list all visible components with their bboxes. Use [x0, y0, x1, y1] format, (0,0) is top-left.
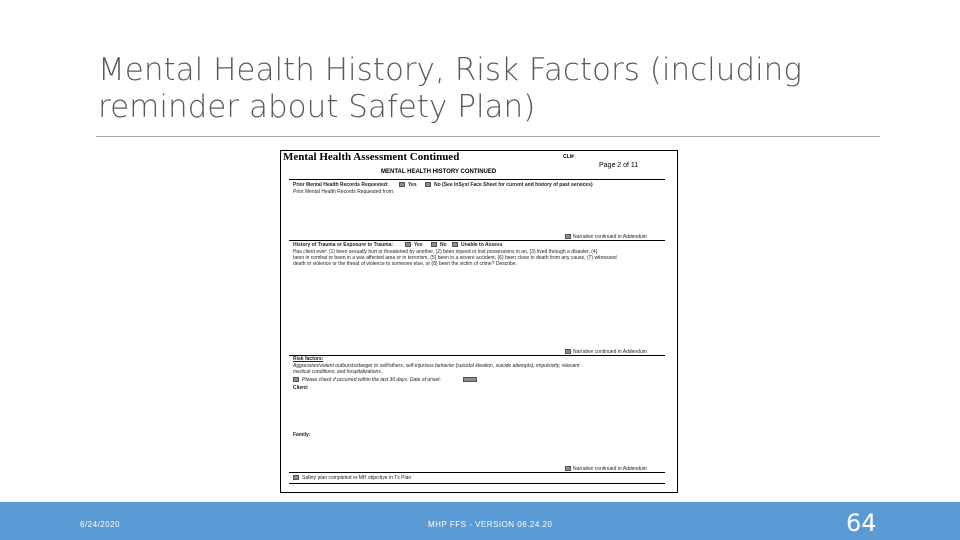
trauma-label: History of Trauma or Exposure to Trauma: [293, 242, 394, 248]
narrative-label-3: Narrative continued in Addendum [573, 466, 647, 472]
risk-30-days-label: Please check if occurred within the last 30 days. Date of onset: [302, 377, 441, 383]
risk-description-line-1: Aggression/violent outbursts/danger to self/others, self-injurious behavior (suicidal ideation, suicide attempts), impulsivity, relevant [293, 363, 580, 369]
date-of-onset-field [463, 377, 477, 382]
prior-records-yes-checkbox [399, 182, 405, 187]
narrative-checkbox-1 [565, 234, 571, 239]
family-label: Family: [293, 432, 311, 438]
prior-records-label: Prior Mental Health Records Requested: [293, 182, 389, 188]
client-label: Client: [293, 385, 309, 391]
trauma-no-checkbox [431, 242, 437, 247]
form-divider [289, 240, 665, 241]
footer-version: MHP FFS - VERSION 06.24.20 [428, 520, 553, 529]
prior-records-no-label: No (See InSyst Face Sheet for current and history of past services) [434, 182, 593, 188]
form-client-id: CLI# [563, 154, 574, 160]
narrative-label-1: Narrative continued in Addendum [573, 234, 647, 240]
prior-records-yes-label: Yes [408, 182, 417, 188]
narrative-checkbox-2 [565, 349, 571, 354]
safety-plan-label: Safety plan completed or MH objective in Tx Plan [302, 475, 412, 481]
title-divider [96, 136, 880, 137]
trauma-yes-checkbox [405, 242, 411, 247]
trauma-description-line-3: death or violence or the threat of violence to someone else, or (8) been the victim of crime? Describe. [293, 261, 518, 267]
risk-30-days-checkbox [293, 377, 299, 382]
risk-factors-label: Risk factors: [293, 356, 324, 362]
trauma-yes-label: Yes [414, 242, 423, 248]
trauma-unable-checkbox [452, 242, 458, 247]
trauma-description-line-2: been in combat or been in a war-affected area or in terrorism, (5) been in a severe accident, (6) been close to death from any cause, (7) witnessed [293, 255, 617, 261]
prior-records-from: Prior Mental Health Records Requested from: [293, 189, 395, 195]
trauma-no-label: No [440, 242, 447, 248]
trauma-unable-label: Unable to Assess [461, 242, 503, 248]
risk-description-line-2: medical conditions, and hospitalizations. [293, 369, 383, 375]
form-section-title: MENTAL HEALTH HISTORY CONTINUED [381, 169, 497, 175]
form-page-number: Page 2 of 11 [599, 162, 639, 169]
form-divider [289, 179, 665, 180]
footer-date: 6/24/2020 [80, 520, 121, 529]
slide-number: 64 [846, 509, 877, 537]
safety-plan-checkbox [293, 475, 299, 480]
form-divider [289, 355, 665, 356]
narrative-label-2: Narrative continued in Addendum [573, 349, 647, 355]
form-divider [289, 483, 665, 484]
prior-records-no-checkbox [425, 182, 431, 187]
assessment-form-image [280, 150, 678, 493]
narrative-checkbox-3 [565, 466, 571, 471]
trauma-description-line-1: Has client ever: (1) been sexually hurt or threatened by another, (2) been injured or lost possessions in an, (3) lived through a disaster, (4) [293, 249, 598, 255]
form-header: Mental Health Assessment Continued [283, 151, 460, 163]
slide-title: Mental Health History, Risk Factors (including reminder about Safety Plan) [98, 52, 802, 125]
form-divider [289, 472, 665, 473]
